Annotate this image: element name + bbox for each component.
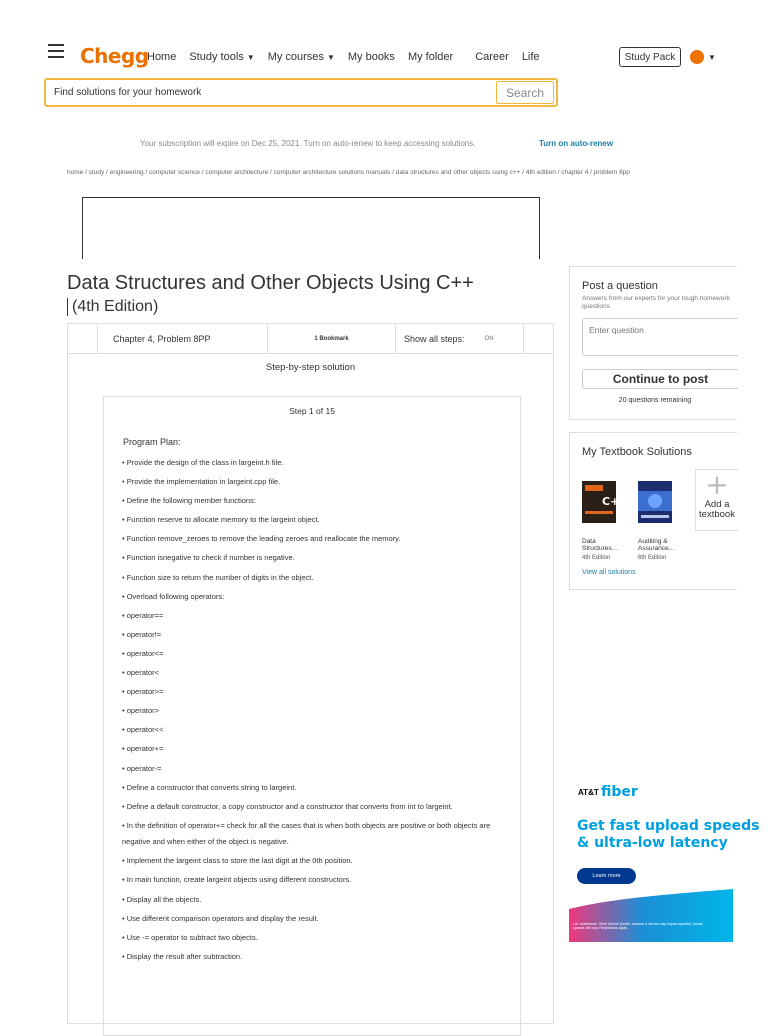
search-bar: [44, 78, 558, 107]
att-logo: AT&T: [578, 788, 599, 797]
nav-my-courses[interactable]: My courses ▼: [267, 51, 335, 63]
textbook-edition: 4th Edition: [582, 555, 611, 561]
auto-renew-link[interactable]: Turn on auto-renew: [539, 139, 614, 148]
textbook-name: Auditing & Assurance...: [638, 538, 675, 552]
ad-learn-more-button[interactable]: Learn more: [577, 868, 636, 884]
list-item: • Use -= operator to subtract two objects.: [122, 932, 258, 942]
textbook-solutions-card: [569, 432, 737, 590]
textbook-name: Data Structures...: [582, 538, 618, 552]
list-item: • Provide the implementation in largeint.cpp file.: [122, 477, 281, 487]
add-textbook-label: Add a textbook: [699, 499, 735, 520]
list-item: • operator>=: [122, 687, 164, 697]
list-item: • Define the following member functions:: [122, 496, 256, 506]
post-question-card: [569, 266, 737, 420]
textbook-item[interactable]: [582, 481, 632, 561]
chevron-down-icon: ▼: [326, 53, 335, 62]
att-fiber-ad[interactable]: [569, 779, 760, 942]
list-item: • operator>: [122, 706, 160, 716]
view-all-solutions-link[interactable]: View all solutions: [582, 569, 636, 576]
plus-icon: +: [705, 468, 729, 501]
textbook-solutions-title: My Textbook Solutions: [582, 446, 692, 458]
continue-to-post-button[interactable]: Continue to post: [582, 369, 738, 389]
list-item: • operator!=: [122, 629, 162, 639]
textbook-edition: 6th Edition: [638, 555, 667, 561]
solution-subtitle: Step-by-step solution: [265, 362, 356, 373]
list-item: • Display all the objects.: [122, 894, 202, 904]
list-item: • Function reserve to allocate memory to the largeint object.: [122, 515, 320, 525]
show-all-steps-label: Show all steps:: [404, 334, 465, 344]
ad-banner-top: [82, 197, 540, 259]
svg-text:C+: C+: [602, 495, 620, 508]
nav-my-books[interactable]: My books: [347, 51, 395, 63]
step-counter: Step 1 of 15: [289, 406, 335, 416]
list-item: • Define a default constructor, a copy constructor and a constructor that converts from int to largeint.: [122, 801, 453, 811]
book-title: Data Structures and Other Objects Using C++: [67, 272, 474, 294]
solution-toolbar: [68, 324, 553, 354]
list-item: • Function remove_zeroes to remove the leading zeroes and reallocate the memory.: [122, 534, 401, 544]
questions-remaining: 20 questions remaining: [618, 397, 692, 404]
chevron-down-icon: ▼: [246, 53, 255, 62]
nav-my-folder[interactable]: My folder: [407, 51, 454, 63]
list-item: • operator+=: [122, 744, 164, 754]
show-all-steps-toggle[interactable]: [396, 324, 524, 354]
post-question-description: Answers from our experts for your tough homework questions: [582, 295, 730, 310]
list-item: • operator<<: [122, 725, 164, 735]
toolbar-spacer: [68, 324, 98, 354]
list-item: • Use different comparison operators and display the result.: [122, 913, 319, 923]
bookmark-button[interactable]: 1 Bookmark: [268, 324, 396, 354]
ad-headline-line2: & ultra-low latency: [577, 835, 728, 851]
list-item: • In main function, create largeint objects using different constructors.: [122, 875, 352, 885]
book-cover[interactable]: [582, 481, 620, 523]
chapter-problem-selector[interactable]: Chapter 4, Problem 8PP: [98, 324, 268, 354]
att-fiber-wordmark: fiber: [601, 784, 638, 800]
list-item: • Function size to return the number of digits in the object.: [122, 572, 314, 582]
step-list: [122, 455, 502, 968]
main-nav: [147, 51, 553, 63]
question-input[interactable]: [582, 318, 738, 356]
nav-home[interactable]: Home: [147, 51, 177, 63]
list-item: • Display the result after subtraction.: [122, 951, 243, 961]
list-item: • Provide the design of the class in largeint.h file.: [122, 458, 284, 467]
ad-gradient-graphic: [569, 889, 733, 942]
search-input[interactable]: [46, 87, 496, 98]
list-item: • Function isnegative to check if number is negative.: [122, 553, 295, 563]
list-item: • operator<=: [122, 648, 164, 658]
list-item: • operator-=: [122, 763, 162, 773]
breadcrumb[interactable]: home / study / engineering / computer science / computer architecture / computer architecture solutions manuals / data structures and other objects using c++ / 4th edition / chapter 4 / problem 8pp: [67, 169, 630, 176]
solution-panel: [67, 323, 554, 1024]
search-button[interactable]: Search: [496, 81, 554, 104]
step-card: [103, 396, 521, 1036]
study-pack-button[interactable]: Study Pack: [619, 47, 681, 67]
avatar[interactable]: [690, 50, 704, 64]
chegg-logo[interactable]: Chegg: [80, 44, 149, 68]
post-question-title: Post a question: [582, 280, 658, 292]
add-textbook-button[interactable]: [695, 469, 738, 531]
list-item: • In the definition of operator+= check for all the cases that is when both objects are positive or both objects are negative and when either of the object is negative.: [122, 820, 491, 847]
menu-icon[interactable]: [48, 44, 64, 58]
book-cover[interactable]: [638, 481, 672, 523]
account-menu[interactable]: [690, 50, 716, 64]
toggle-state[interactable]: ON: [484, 336, 494, 342]
step-heading: Program Plan:: [123, 437, 181, 447]
book-edition: (4th Edition): [67, 298, 158, 316]
ad-headline-line1: Get fast upload speeds: [577, 818, 760, 834]
subscription-message: Your subscription will expire on Dec 25, 2021. Turn on auto-renew to keep accessing solutions.: [140, 139, 476, 148]
textbook-item[interactable]: [638, 481, 688, 561]
nav-career[interactable]: Career: [475, 51, 509, 63]
site-header: [0, 0, 768, 120]
ad-fine-print: Ltd. avail/areas. Other factors (router, network & device may impact speeds). Actual speeds will vary. Restrictions apply.: [573, 922, 703, 930]
nav-life[interactable]: Life: [521, 51, 540, 63]
list-item: • Implement the largeint class to store the last digit at the 0th position.: [122, 856, 353, 866]
nav-study-tools[interactable]: Study tools ▼: [189, 51, 255, 63]
list-item: • Define a constructor that converts string to largeint.: [122, 782, 297, 792]
chevron-down-icon: ▼: [708, 52, 716, 62]
list-item: • operator==: [122, 610, 164, 620]
list-item: • Overload following operators:: [122, 591, 225, 601]
list-item: • operator<: [122, 668, 160, 678]
